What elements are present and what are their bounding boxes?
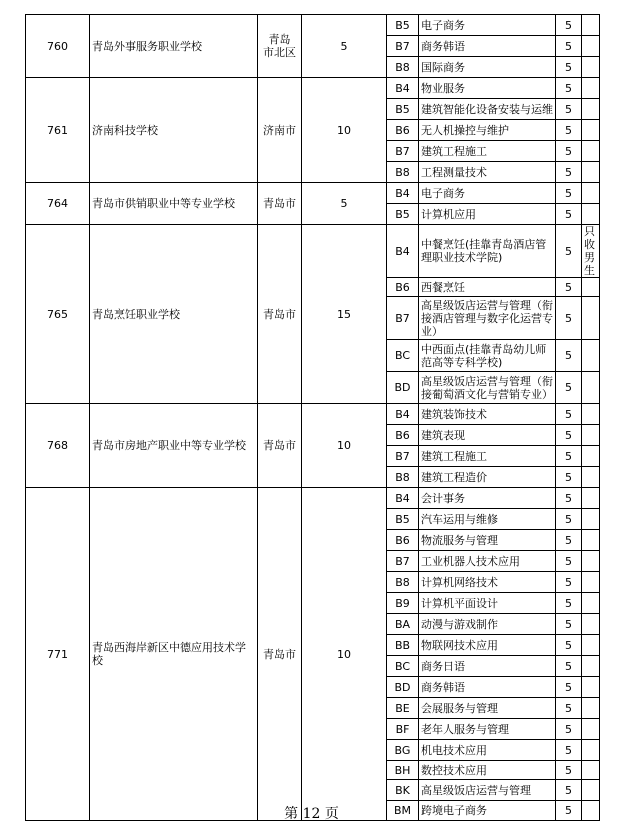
plan-count-cell: 5 — [556, 593, 582, 614]
note-cell: 只收男生 — [582, 225, 600, 278]
major-code-cell: B5 — [387, 509, 419, 530]
school-total-cell: 5 — [302, 15, 387, 78]
table-row — [26, 15, 600, 36]
school-total-cell: 5 — [302, 183, 387, 225]
plan-count-cell: 5 — [556, 509, 582, 530]
major-code-cell: B7 — [387, 446, 419, 467]
major-code-cell: BG — [387, 740, 419, 761]
school-total-cell: 10 — [302, 404, 387, 488]
major-name-cell: 工业机器人技术应用 — [419, 551, 556, 572]
major-name-cell: 中西面点(挂靠青岛幼儿师范高等专科学校) — [419, 340, 556, 372]
plan-count-cell: 5 — [556, 530, 582, 551]
major-code-cell: BB — [387, 635, 419, 656]
major-name-cell: 电子商务 — [419, 15, 556, 36]
note-cell — [582, 719, 600, 740]
major-name-cell: 建筑智能化设备安装与运维 — [419, 99, 556, 120]
major-code-cell: B8 — [387, 57, 419, 78]
table-row — [26, 78, 600, 99]
note-cell — [582, 204, 600, 225]
major-code-cell: BD — [387, 372, 419, 404]
note-cell — [582, 425, 600, 446]
school-total-cell: 10 — [302, 78, 387, 183]
major-name-cell: 计算机平面设计 — [419, 593, 556, 614]
major-name-cell: 会计事务 — [419, 488, 556, 509]
table-row — [26, 225, 600, 278]
note-cell — [582, 340, 600, 372]
plan-count-cell: 5 — [556, 162, 582, 183]
major-code-cell: B5 — [387, 15, 419, 36]
plan-count-cell: 5 — [556, 372, 582, 404]
major-name-cell: 老年人服务与管理 — [419, 719, 556, 740]
major-name-cell: 商务韩语 — [419, 36, 556, 57]
major-code-cell: B5 — [387, 204, 419, 225]
major-name-cell: 无人机操控与维护 — [419, 120, 556, 141]
major-code-cell: BD — [387, 677, 419, 698]
major-name-cell: 建筑表现 — [419, 425, 556, 446]
plan-count-cell: 5 — [556, 99, 582, 120]
major-name-cell: 建筑工程施工 — [419, 446, 556, 467]
page-number: 第 12 页 — [284, 806, 339, 822]
major-code-cell: B5 — [387, 99, 419, 120]
major-code-cell: B4 — [387, 183, 419, 204]
plan-count-cell: 5 — [556, 801, 582, 821]
school-id-cell: 771 — [26, 488, 90, 821]
school-total-cell: 15 — [302, 225, 387, 404]
note-cell — [582, 78, 600, 99]
note-cell — [582, 36, 600, 57]
plan-count-cell: 5 — [556, 36, 582, 57]
school-id-cell: 768 — [26, 404, 90, 488]
plan-count-cell: 5 — [556, 15, 582, 36]
note-cell — [582, 446, 600, 467]
major-code-cell: B4 — [387, 404, 419, 425]
plan-count-cell: 5 — [556, 446, 582, 467]
school-region-cell: 济南市 — [258, 78, 302, 183]
note-cell — [582, 297, 600, 340]
plan-count-cell: 5 — [556, 340, 582, 372]
major-code-cell: BH — [387, 761, 419, 780]
table-row — [26, 488, 600, 509]
note-cell — [582, 740, 600, 761]
note-cell — [582, 372, 600, 404]
plan-count-cell: 5 — [556, 297, 582, 340]
plan-count-cell: 5 — [556, 780, 582, 801]
major-name-cell: 电子商务 — [419, 183, 556, 204]
major-name-cell: 计算机应用 — [419, 204, 556, 225]
major-name-cell: 国际商务 — [419, 57, 556, 78]
school-name-cell: 青岛市房地产职业中等专业学校 — [90, 404, 258, 488]
note-cell — [582, 614, 600, 635]
school-region-cell: 青岛 市北区 — [258, 15, 302, 78]
major-name-cell: 中餐烹饪(挂靠青岛酒店管理职业技术学院) — [419, 225, 556, 278]
note-cell — [582, 509, 600, 530]
school-total-cell: 10 — [302, 488, 387, 821]
major-code-cell: BE — [387, 698, 419, 719]
major-code-cell: BK — [387, 780, 419, 801]
major-name-cell: 机电技术应用 — [419, 740, 556, 761]
school-id-cell: 765 — [26, 225, 90, 404]
major-name-cell: 计算机网络技术 — [419, 572, 556, 593]
school-region-cell: 青岛市 — [258, 183, 302, 225]
major-name-cell: 高星级饭店运营与管理（衔接葡萄酒文化与营销专业） — [419, 372, 556, 404]
major-code-cell: BC — [387, 656, 419, 677]
plan-count-cell: 5 — [556, 467, 582, 488]
table-row — [26, 404, 600, 425]
school-name-cell: 青岛西海岸新区中德应用技术学校 — [90, 488, 258, 821]
note-cell — [582, 278, 600, 297]
major-code-cell: B4 — [387, 78, 419, 99]
school-name-cell: 青岛外事服务职业学校 — [90, 15, 258, 78]
major-code-cell: B8 — [387, 572, 419, 593]
plan-count-cell: 5 — [556, 57, 582, 78]
major-name-cell: 工程测量技术 — [419, 162, 556, 183]
table-row — [26, 183, 600, 204]
major-name-cell: 商务日语 — [419, 656, 556, 677]
plan-count-cell: 5 — [556, 698, 582, 719]
plan-count-cell: 5 — [556, 278, 582, 297]
school-id-cell: 764 — [26, 183, 90, 225]
plan-count-cell: 5 — [556, 551, 582, 572]
major-code-cell: BC — [387, 340, 419, 372]
major-name-cell: 物流服务与管理 — [419, 530, 556, 551]
plan-count-cell: 5 — [556, 656, 582, 677]
school-name-cell: 济南科技学校 — [90, 78, 258, 183]
plan-count-cell: 5 — [556, 614, 582, 635]
note-cell — [582, 593, 600, 614]
major-code-cell: B7 — [387, 141, 419, 162]
major-name-cell: 建筑工程造价 — [419, 467, 556, 488]
plan-count-cell: 5 — [556, 677, 582, 698]
major-code-cell: B7 — [387, 551, 419, 572]
plan-count-cell: 5 — [556, 425, 582, 446]
note-cell — [582, 635, 600, 656]
note-cell — [582, 183, 600, 204]
school-name-cell: 青岛市供销职业中等专业学校 — [90, 183, 258, 225]
note-cell — [582, 572, 600, 593]
plan-count-cell: 5 — [556, 204, 582, 225]
major-name-cell: 高星级饭店运营与管理 — [419, 780, 556, 801]
major-name-cell: 物业服务 — [419, 78, 556, 99]
major-name-cell: 会展服务与管理 — [419, 698, 556, 719]
plan-count-cell: 5 — [556, 78, 582, 99]
major-code-cell: B4 — [387, 488, 419, 509]
note-cell — [582, 780, 600, 801]
note-cell — [582, 15, 600, 36]
school-id-cell: 760 — [26, 15, 90, 78]
plan-count-cell: 5 — [556, 404, 582, 425]
major-name-cell: 汽车运用与维修 — [419, 509, 556, 530]
school-region-cell: 青岛市 — [258, 225, 302, 404]
plan-count-cell: 5 — [556, 635, 582, 656]
note-cell — [582, 141, 600, 162]
note-cell — [582, 120, 600, 141]
major-name-cell: 动漫与游戏制作 — [419, 614, 556, 635]
major-name-cell: 数控技术应用 — [419, 761, 556, 780]
major-code-cell: BA — [387, 614, 419, 635]
school-region-cell: 青岛市 — [258, 404, 302, 488]
note-cell — [582, 99, 600, 120]
note-cell — [582, 162, 600, 183]
note-cell — [582, 467, 600, 488]
major-code-cell: B9 — [387, 593, 419, 614]
plan-count-cell: 5 — [556, 225, 582, 278]
major-name-cell: 跨境电子商务 — [419, 801, 556, 821]
plan-count-cell: 5 — [556, 719, 582, 740]
major-code-cell: B6 — [387, 278, 419, 297]
note-cell — [582, 698, 600, 719]
note-cell — [582, 530, 600, 551]
school-region-cell: 青岛市 — [258, 488, 302, 821]
plan-count-cell: 5 — [556, 740, 582, 761]
major-name-cell: 物联网技术应用 — [419, 635, 556, 656]
major-name-cell: 西餐烹饪 — [419, 278, 556, 297]
plan-count-cell: 5 — [556, 761, 582, 780]
note-cell — [582, 656, 600, 677]
plan-count-cell: 5 — [556, 572, 582, 593]
enrollment-table — [25, 14, 600, 821]
note-cell — [582, 761, 600, 780]
major-name-cell: 商务韩语 — [419, 677, 556, 698]
major-code-cell: BM — [387, 801, 419, 821]
note-cell — [582, 57, 600, 78]
major-name-cell: 建筑装饰技术 — [419, 404, 556, 425]
major-code-cell: B7 — [387, 297, 419, 340]
plan-count-cell: 5 — [556, 183, 582, 204]
plan-count-cell: 5 — [556, 120, 582, 141]
major-name-cell: 建筑工程施工 — [419, 141, 556, 162]
note-cell — [582, 551, 600, 572]
major-name-cell: 高星级饭店运营与管理（衔接酒店管理与数字化运营专业） — [419, 297, 556, 340]
school-id-cell: 761 — [26, 78, 90, 183]
major-code-cell: B8 — [387, 162, 419, 183]
school-name-cell: 青岛烹饪职业学校 — [90, 225, 258, 404]
note-cell — [582, 488, 600, 509]
major-code-cell: B6 — [387, 530, 419, 551]
major-code-cell: B6 — [387, 120, 419, 141]
plan-count-cell: 5 — [556, 141, 582, 162]
note-cell — [582, 404, 600, 425]
major-code-cell: B6 — [387, 425, 419, 446]
major-code-cell: B7 — [387, 36, 419, 57]
major-code-cell: B4 — [387, 225, 419, 278]
major-code-cell: B8 — [387, 467, 419, 488]
plan-count-cell: 5 — [556, 488, 582, 509]
major-code-cell: BF — [387, 719, 419, 740]
note-cell — [582, 677, 600, 698]
